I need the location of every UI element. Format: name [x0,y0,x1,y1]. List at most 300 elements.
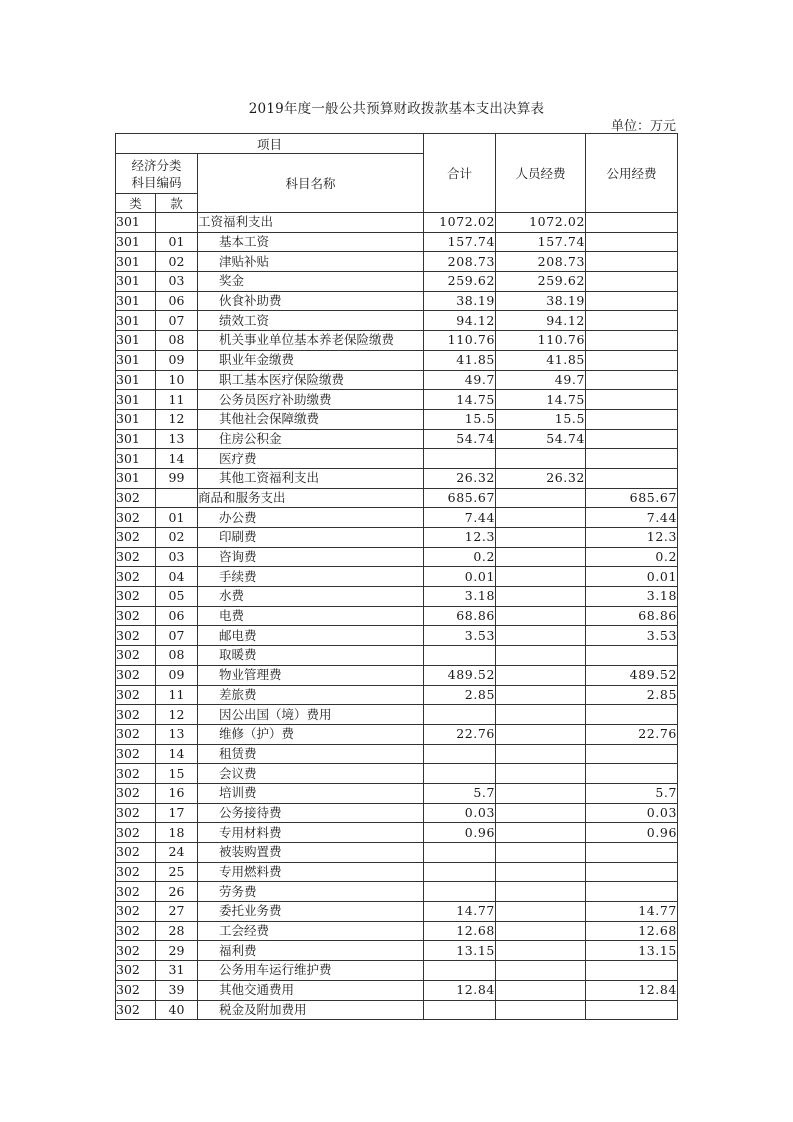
table-row [116,862,678,882]
cell-public [586,961,678,981]
cell-subject-name: 维修（护）费 [198,724,424,744]
cell-subject-name: 劳务费 [198,882,424,902]
cell-kuan: 18 [156,823,198,843]
cell-personnel [496,823,586,843]
cell-total: 1072.02 [424,213,496,233]
cell-public [586,232,678,252]
table-row [116,213,678,233]
document-title: 2019年度一般公共预算财政拨款基本支出决算表 [248,101,545,117]
table-row [116,843,678,863]
cell-personnel: 259.62 [496,272,586,292]
cell-kuan: 06 [156,291,198,311]
cell-lei: 302 [116,705,156,725]
cell-subject-name: 印刷费 [198,528,424,548]
cell-subject-name: 取暖费 [198,646,424,666]
cell-subject-name: 咨询费 [198,547,424,567]
cell-public [586,390,678,410]
cell-public: 0.01 [586,567,678,587]
table-row [116,606,678,626]
cell-personnel [496,685,586,705]
cell-personnel [496,646,586,666]
cell-lei: 301 [116,390,156,410]
cell-total: 110.76 [424,331,496,351]
table-row [116,1000,678,1020]
cell-lei: 302 [116,508,156,528]
cell-public [586,1000,678,1020]
cell-personnel: 41.85 [496,350,586,370]
cell-kuan: 13 [156,429,198,449]
cell-total [424,1000,496,1020]
cell-total: 259.62 [424,272,496,292]
cell-personnel [496,449,586,469]
cell-subject-name: 其他交通费用 [198,980,424,1000]
cell-total [424,449,496,469]
cell-personnel [496,980,586,1000]
cell-kuan: 11 [156,685,198,705]
cell-total: 12.68 [424,921,496,941]
cell-kuan: 17 [156,803,198,823]
cell-public: 7.44 [586,508,678,528]
cell-kuan: 02 [156,252,198,272]
cell-personnel [496,764,586,784]
cell-total [424,961,496,981]
cell-personnel [496,606,586,626]
table-row [116,961,678,981]
cell-personnel [496,843,586,863]
table-row [116,685,678,705]
table-row [116,882,678,902]
cell-total: 12.84 [424,980,496,1000]
cell-lei: 302 [116,803,156,823]
cell-subject-name: 津贴补贴 [198,252,424,272]
cell-lei: 302 [116,921,156,941]
cell-kuan: 09 [156,350,198,370]
cell-total: 12.3 [424,528,496,548]
cell-total: 41.85 [424,350,496,370]
cell-public [586,311,678,331]
cell-personnel [496,567,586,587]
cell-total: 54.74 [424,429,496,449]
cell-total: 15.5 [424,409,496,429]
cell-subject-name: 住房公积金 [198,429,424,449]
table-row [116,803,678,823]
cell-public: 13.15 [586,941,678,961]
table-row [116,902,678,922]
cell-kuan: 01 [156,232,198,252]
cell-personnel [496,508,586,528]
cell-total: 13.15 [424,941,496,961]
cell-personnel [496,744,586,764]
cell-lei: 302 [116,941,156,961]
cell-public [586,705,678,725]
cell-lei: 302 [116,882,156,902]
header-personnel: 人员经费 [496,134,586,213]
cell-subject-name: 医疗费 [198,449,424,469]
cell-subject-name: 水费 [198,587,424,607]
header-total: 合计 [424,134,496,213]
cell-subject-name: 手续费 [198,567,424,587]
table-row [116,567,678,587]
cell-subject-name: 办公费 [198,508,424,528]
unit-label: 单位：万元 [610,119,676,134]
table-row [116,311,678,331]
cell-lei: 301 [116,449,156,469]
cell-personnel: 110.76 [496,331,586,351]
cell-subject-name: 专用材料费 [198,823,424,843]
cell-public: 2.85 [586,685,678,705]
table-row [116,488,678,508]
table-row [116,350,678,370]
cell-lei: 302 [116,724,156,744]
cell-subject-name: 物业管理费 [198,665,424,685]
table-row [116,291,678,311]
cell-kuan: 02 [156,528,198,548]
table-row [116,823,678,843]
table-row [116,941,678,961]
header-econ-class-line1: 经济分类 [131,157,182,173]
table-row [116,665,678,685]
cell-lei: 302 [116,744,156,764]
cell-lei: 302 [116,823,156,843]
cell-kuan: 03 [156,272,198,292]
cell-public [586,409,678,429]
cell-subject-name: 职工基本医疗保险缴费 [198,370,424,390]
cell-public [586,370,678,390]
cell-lei: 302 [116,547,156,567]
cell-total [424,705,496,725]
cell-kuan: 03 [156,547,198,567]
cell-public [586,862,678,882]
cell-public [586,646,678,666]
table-row [116,232,678,252]
cell-total: 94.12 [424,311,496,331]
cell-personnel [496,961,586,981]
cell-total [424,646,496,666]
table-body [116,213,678,1020]
cell-kuan: 12 [156,705,198,725]
cell-subject-name: 公务员医疗补助缴费 [198,390,424,410]
cell-personnel [496,488,586,508]
cell-lei: 301 [116,213,156,233]
cell-personnel: 26.32 [496,468,586,488]
cell-personnel: 157.74 [496,232,586,252]
cell-personnel [496,803,586,823]
table-row [116,390,678,410]
cell-public [586,449,678,469]
cell-total: 14.75 [424,390,496,410]
cell-personnel [496,862,586,882]
cell-total: 14.77 [424,902,496,922]
cell-kuan: 12 [156,409,198,429]
cell-subject-name: 基本工资 [198,232,424,252]
cell-kuan: 24 [156,843,198,863]
table-row [116,980,678,1000]
cell-subject-name: 委托业务费 [198,902,424,922]
cell-subject-name: 工资福利支出 [198,213,424,233]
cell-public [586,291,678,311]
table-row [116,252,678,272]
cell-kuan: 25 [156,862,198,882]
table-row [116,587,678,607]
cell-public: 12.3 [586,528,678,548]
cell-public [586,429,678,449]
cell-kuan [156,488,198,508]
cell-kuan: 28 [156,921,198,941]
cell-kuan: 15 [156,764,198,784]
cell-lei: 301 [116,272,156,292]
cell-public [586,843,678,863]
cell-total: 685.67 [424,488,496,508]
cell-kuan: 07 [156,311,198,331]
cell-subject-name: 伙食补助费 [198,291,424,311]
cell-public: 5.7 [586,783,678,803]
cell-lei: 301 [116,331,156,351]
header-public: 公用经费 [586,134,678,213]
cell-subject-name: 福利费 [198,941,424,961]
header-item: 项目 [116,134,424,154]
cell-kuan: 39 [156,980,198,1000]
cell-lei: 302 [116,606,156,626]
cell-public [586,252,678,272]
cell-public: 14.77 [586,902,678,922]
cell-total: 7.44 [424,508,496,528]
cell-subject-name: 工会经费 [198,921,424,941]
cell-personnel: 14.75 [496,390,586,410]
cell-lei: 301 [116,409,156,429]
cell-lei: 301 [116,429,156,449]
cell-lei: 302 [116,528,156,548]
cell-public [586,331,678,351]
cell-total: 5.7 [424,783,496,803]
cell-total: 0.96 [424,823,496,843]
cell-personnel: 38.19 [496,291,586,311]
cell-kuan: 01 [156,508,198,528]
table-row [116,331,678,351]
cell-total: 3.53 [424,626,496,646]
cell-personnel: 208.73 [496,252,586,272]
cell-public: 12.68 [586,921,678,941]
cell-total: 3.18 [424,587,496,607]
table-row [116,429,678,449]
cell-personnel: 54.74 [496,429,586,449]
cell-total: 208.73 [424,252,496,272]
cell-subject-name: 因公出国（境）费用 [198,705,424,725]
cell-lei: 302 [116,902,156,922]
cell-total: 2.85 [424,685,496,705]
cell-lei: 301 [116,370,156,390]
cell-total: 22.76 [424,724,496,744]
cell-kuan: 11 [156,390,198,410]
cell-lei: 302 [116,843,156,863]
cell-subject-name: 其他工资福利支出 [198,468,424,488]
cell-kuan: 13 [156,724,198,744]
cell-lei: 302 [116,961,156,981]
cell-public: 0.03 [586,803,678,823]
cell-subject-name: 专用燃料费 [198,862,424,882]
cell-public: 3.53 [586,626,678,646]
cell-lei: 301 [116,252,156,272]
cell-lei: 302 [116,626,156,646]
cell-personnel: 1072.02 [496,213,586,233]
cell-total [424,843,496,863]
cell-total [424,764,496,784]
cell-lei: 302 [116,646,156,666]
cell-subject-name: 机关事业单位基本养老保险缴费 [198,331,424,351]
header-kuan: 款 [156,194,198,213]
cell-kuan: 16 [156,783,198,803]
cell-total [424,744,496,764]
cell-public: 22.76 [586,724,678,744]
table-row [116,409,678,429]
cell-personnel: 49.7 [496,370,586,390]
cell-public [586,764,678,784]
cell-lei: 302 [116,764,156,784]
cell-subject-name: 会议费 [198,764,424,784]
cell-public [586,744,678,764]
cell-total: 26.32 [424,468,496,488]
cell-subject-name: 奖金 [198,272,424,292]
cell-kuan: 07 [156,626,198,646]
table-row [116,921,678,941]
table-row [116,272,678,292]
cell-public: 12.84 [586,980,678,1000]
cell-subject-name: 邮电费 [198,626,424,646]
cell-personnel [496,941,586,961]
cell-total [424,862,496,882]
cell-lei: 301 [116,291,156,311]
cell-kuan: 27 [156,902,198,922]
cell-lei: 301 [116,311,156,331]
cell-subject-name: 差旅费 [198,685,424,705]
cell-kuan: 10 [156,370,198,390]
cell-subject-name: 商品和服务支出 [198,488,424,508]
table-row [116,508,678,528]
cell-public [586,213,678,233]
cell-kuan: 26 [156,882,198,902]
cell-lei: 302 [116,783,156,803]
cell-kuan: 99 [156,468,198,488]
cell-lei: 301 [116,350,156,370]
cell-kuan: 06 [156,606,198,626]
table-row [116,528,678,548]
cell-public: 685.67 [586,488,678,508]
cell-personnel: 94.12 [496,311,586,331]
cell-subject-name: 其他社会保障缴费 [198,409,424,429]
cell-public [586,350,678,370]
table-row [116,744,678,764]
cell-total: 157.74 [424,232,496,252]
cell-public: 68.86 [586,606,678,626]
cell-subject-name: 被装购置费 [198,843,424,863]
header-lei: 类 [116,194,156,213]
cell-lei: 302 [116,567,156,587]
cell-personnel: 15.5 [496,409,586,429]
header-econ-class [116,154,198,194]
cell-personnel [496,665,586,685]
cell-kuan [156,213,198,233]
cell-total: 0.2 [424,547,496,567]
cell-personnel [496,882,586,902]
cell-kuan: 08 [156,646,198,666]
header-subject-name: 科目名称 [198,154,424,213]
cell-personnel [496,626,586,646]
cell-subject-name: 公务用车运行维护费 [198,961,424,981]
cell-total: 38.19 [424,291,496,311]
table-row [116,705,678,725]
cell-personnel [496,587,586,607]
cell-subject-name: 职业年金缴费 [198,350,424,370]
cell-total: 489.52 [424,665,496,685]
cell-public: 489.52 [586,665,678,685]
cell-subject-name: 培训费 [198,783,424,803]
cell-lei: 302 [116,488,156,508]
cell-subject-name: 租赁费 [198,744,424,764]
cell-public: 0.2 [586,547,678,567]
table-row [116,449,678,469]
cell-public: 0.96 [586,823,678,843]
cell-kuan: 31 [156,961,198,981]
cell-personnel [496,705,586,725]
header-econ-class-line2: 科目编码 [131,174,182,190]
cell-total: 68.86 [424,606,496,626]
cell-kuan: 04 [156,567,198,587]
cell-lei: 302 [116,665,156,685]
cell-lei: 302 [116,1000,156,1020]
cell-kuan: 09 [156,665,198,685]
cell-personnel [496,547,586,567]
table-row [116,764,678,784]
table-row [116,724,678,744]
cell-lei: 302 [116,980,156,1000]
cell-public [586,272,678,292]
cell-public [586,882,678,902]
cell-lei: 302 [116,685,156,705]
cell-total [424,882,496,902]
cell-kuan: 08 [156,331,198,351]
cell-subject-name: 公务接待费 [198,803,424,823]
cell-personnel [496,724,586,744]
cell-kuan: 05 [156,587,198,607]
cell-kuan: 40 [156,1000,198,1020]
cell-public [586,468,678,488]
cell-personnel [496,783,586,803]
table-row [116,370,678,390]
cell-subject-name: 税金及附加费用 [198,1000,424,1020]
table-row [116,783,678,803]
cell-lei: 301 [116,468,156,488]
budget-expenditure-table [115,133,678,1020]
table-row [116,646,678,666]
cell-personnel [496,1000,586,1020]
cell-total: 0.03 [424,803,496,823]
cell-personnel [496,902,586,922]
cell-total: 49.7 [424,370,496,390]
table-row [116,547,678,567]
cell-personnel [496,528,586,548]
cell-kuan: 14 [156,744,198,764]
cell-kuan: 14 [156,449,198,469]
table-row [116,626,678,646]
cell-kuan: 29 [156,941,198,961]
cell-personnel [496,921,586,941]
cell-lei: 301 [116,232,156,252]
table-row [116,468,678,488]
cell-subject-name: 绩效工资 [198,311,424,331]
cell-lei: 302 [116,587,156,607]
cell-lei: 302 [116,862,156,882]
cell-total: 0.01 [424,567,496,587]
cell-subject-name: 电费 [198,606,424,626]
